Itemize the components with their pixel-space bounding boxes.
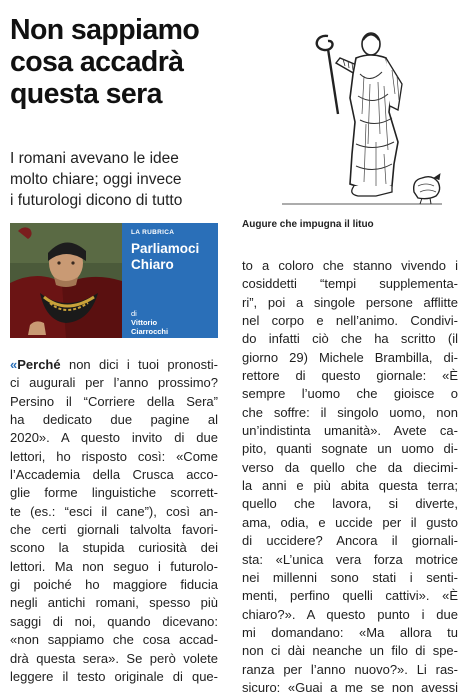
body-line: saggi di noi, quando dicevano: xyxy=(10,613,218,629)
image-caption: Augure che impugna il lituo xyxy=(242,219,374,230)
rubrica-banner xyxy=(10,223,218,338)
quote-mark: « xyxy=(10,357,18,372)
body-line: scono la stupida curiosità dei xyxy=(10,540,218,556)
body-line: nel corpo e nell’animo. Condivi- xyxy=(242,313,458,329)
headline-line: cosa accadrà xyxy=(10,46,184,78)
headline xyxy=(10,14,230,110)
body-line: l’Accademia della Crusca acco- xyxy=(10,467,218,483)
body-line: verso da quello che da diecimi- xyxy=(242,459,458,475)
body-line: menti, perfino quelli cattivi». «È xyxy=(242,588,458,604)
body-line: sicuro: «Guai a me se non avessi xyxy=(242,679,458,695)
rubrica-author xyxy=(131,309,168,336)
body-line: negli antichi romani, spesso più xyxy=(10,595,218,611)
rubrica-info-panel xyxy=(127,223,218,338)
headline-line: questa sera xyxy=(10,78,162,110)
body-line: lettori. Ma non seguo i futurolo- xyxy=(10,558,218,574)
rubrica-label: LA RUBRICA xyxy=(131,229,175,236)
rubrica-title-line: Parliamoci xyxy=(131,241,200,256)
augur-engraving-image xyxy=(242,14,458,211)
body-column-left xyxy=(10,356,218,686)
body-line: gi poiché ho maggiore fiducia xyxy=(10,577,218,593)
author-portrait xyxy=(10,223,122,338)
body-line: chiaro?». A questo punto i due xyxy=(242,606,458,622)
body-line: te (es.: “esci il cane”), così an- xyxy=(10,503,218,519)
body-line: cosiddetti “tempi supplementa- xyxy=(242,276,458,292)
subtitle xyxy=(10,148,238,211)
body-line: to a coloro che stanno vivendo i xyxy=(242,258,458,273)
rubrica-title xyxy=(131,241,199,273)
body-line: un’indistinta umanità». Avete ca- xyxy=(242,423,458,439)
rubrica-author-line: Ciarrocchi xyxy=(131,327,169,336)
subtitle-line: I romani avevano le idee xyxy=(10,150,179,167)
body-text: non dici i tuoi pronosti- xyxy=(60,357,218,372)
body-line: glie forme linguistiche scorrett- xyxy=(10,485,218,501)
body-line: lettori, ho risposto così: «Come xyxy=(10,448,218,464)
subtitle-line: i futurologi dicono di tutto xyxy=(10,192,183,209)
body-line: Persino il “Corriere della Sera” xyxy=(10,393,218,409)
body-line: leggere il testo originale di que- xyxy=(10,668,218,684)
body-line: giorno 29) Michele Brambilla, di- xyxy=(242,349,458,365)
body-line: rettore di questo giornale: «È xyxy=(242,368,458,384)
body-line: do infatti ciò che ha scritto (il xyxy=(242,331,458,347)
body-line: «non sappiamo che cosa accad- xyxy=(10,632,218,648)
body-line: mi domandano: «Ma allora tu xyxy=(242,624,458,640)
body-line: drà questa sera». Se però volete xyxy=(10,650,218,666)
body-line: ri”, poi a singole persone afflitte xyxy=(242,294,458,310)
body-line xyxy=(10,356,218,374)
body-line: ama, odia, e uccide per il gusto xyxy=(242,514,458,530)
body-line: sempre l’uomo che gioisce o xyxy=(242,386,458,402)
body-line: quello che lavora, si diverte, xyxy=(242,496,458,512)
body-line: ci augurali per l’anno prossimo? xyxy=(10,375,218,391)
body-column-right xyxy=(242,257,458,697)
lead-word: Perché xyxy=(17,357,61,372)
rubrica-author-prefix: di xyxy=(131,309,137,318)
subtitle-line: molto chiare; oggi invece xyxy=(10,171,182,188)
rubrica-author-line: Vittorio xyxy=(131,318,158,327)
body-line: sta: «L’unica vera forza motrice xyxy=(242,551,458,567)
body-line: che certi giornali talvolta favori- xyxy=(10,522,218,538)
body-line: nei millenni sono stati i senti- xyxy=(242,569,458,585)
body-line: ranza per l’anno nuovo?». Li ras- xyxy=(242,661,458,677)
body-line: ha dedicato due pagine al xyxy=(10,412,218,428)
body-line: non ci dài neanche un filo di spe- xyxy=(242,643,458,659)
rubrica-title-line: Chiaro xyxy=(131,257,174,272)
body-line: pito, quanti sognate un uomo di- xyxy=(242,441,458,457)
body-line: di uccidere? Ancora il giornali- xyxy=(242,533,458,549)
body-line: che soffre: il singolo uomo, non xyxy=(242,404,458,420)
headline-line: Non sappiamo xyxy=(10,14,200,46)
body-line: 2020». A questo invito di due xyxy=(10,430,218,446)
body-line: la anni e più abita questa terra; xyxy=(242,478,458,494)
augur-engraving-icon xyxy=(242,14,458,211)
